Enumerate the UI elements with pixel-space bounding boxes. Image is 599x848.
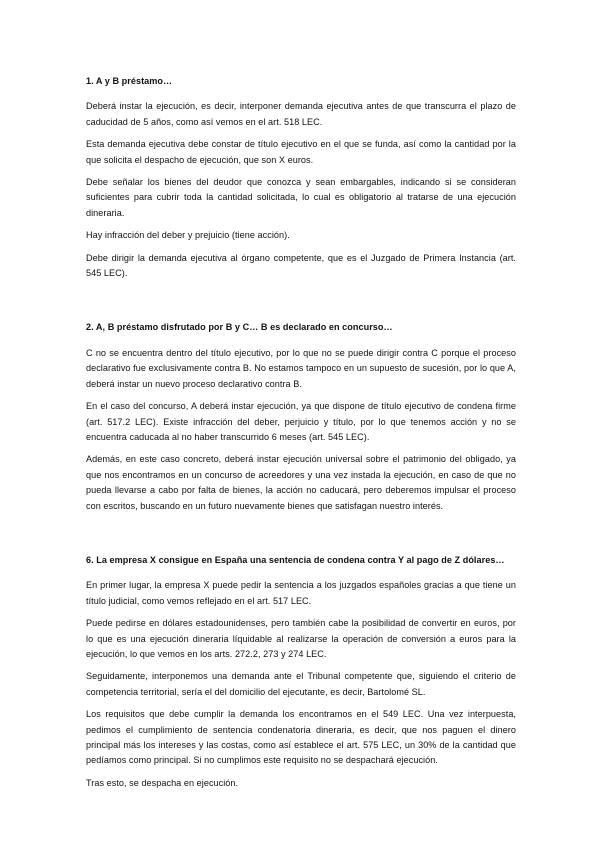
paragraph: En el caso del concurso, A deberá instar ejecución, ya que dispone de título ejecutivo de condena firme (art. 517.2 LEC). Existe infracción del deber, perjuicio y título, por lo que tenemos acción y no se encuentra caducada al no haber transcurrido 6 meses (art. 545 LEC). (86, 401, 516, 442)
paragraph: En primer lugar, la empresa X puede pedir la sentencia a los juzgados españoles gracias a que tiene un título judicial, como vemos reflejado en el art. 517 LEC. (86, 580, 516, 606)
paragraph: Hay infracción del deber y prejuicio (tiene acción). (86, 230, 290, 241)
paragraph: Debe señalar los bienes del deudor que conozca y sean embargables, indicando si se consideran suficientes para cubrir toda la cantidad solicitada, lo cual es obligatorio al tratarse de una ejecución dineraria. (86, 177, 516, 218)
paragraph: Esta demanda ejecutiva debe constar de título ejecutivo en el que se funda, así como la cantidad por la que solicita el despacho de ejecución, que son X euros. (86, 139, 516, 165)
paragraph: Deberá instar la ejecución, es decir, interponer demanda ejecutiva antes de que transcurra el plazo de caducidad de 5 años, como así vemos en el art. 518 LEC. (86, 101, 516, 127)
paragraph: Puede pedirse en dólares estadounidenses, pero también cabe la posibilidad de convertir en euros, por lo que es una ejecución dineraria líquidable al realizarse la operación de conversión a euros para la ejecución, lo que vemos en los arts. 272.2, 273 y 274 LEC. (86, 618, 516, 659)
section-6 (86, 553, 516, 791)
paragraph: Debe dirigir la demanda ejecutiva al órgano competente, que es el Juzgado de Primera Instancia (art. 545 LEC). (86, 252, 516, 279)
section-spacer (86, 521, 516, 541)
section-spacer (86, 288, 516, 308)
section-heading: 2. A, B préstamo disfrutado por B y C… B es declarado en concurso… (86, 322, 393, 333)
section-heading: 6. La empresa X consigue en España una sentencia de condena contra Y al pago de Z dólares… (86, 554, 505, 565)
section-2 (86, 320, 516, 513)
paragraph: Tras esto, se despacha en ejecución. (86, 777, 239, 788)
paragraph: Los requisitos que debe cumplir la demanda los encontramos en el 549 LEC. Una vez interpuesta, pedimos el cumplimiento de sentencia condenatoria dineraria, es decir, que nos paguen el dinero principal más los intereses y las costas, como así establece el art. 575 LEC, un 30% de la cantidad que pedíamos como principal. Si no cumplimos este requisito no se despachará ejecución. (86, 709, 516, 766)
paragraph: Además, en este caso concreto, deberá instar ejecución universal sobre el patrimonio del obligado, ya que nos encontramos en un concurso de acreedores y una vez instada la ejecución, en caso de que no pueda llevarse a cabo por falta de bienes, la acción no caducará, pero deberemos impulsar el proceso con escritos, buscando en un futuro nuevamente bienes que satisfagan nuestro interés. (86, 454, 516, 511)
document-page (86, 62, 516, 798)
paragraph: Seguidamente, interponemos una demanda ante el Tribunal competente que, siguiendo el criterio de competencia territorial, sería el del domicilio del ejecutante, es decir, Bartolomé SL. (86, 671, 516, 697)
section-heading: 1. A y B préstamo… (86, 76, 173, 86)
section-1 (86, 74, 516, 281)
paragraph: C no se encuentra dentro del título ejecutivo, por lo que no se puede dirigir contra C porque el proceso declarativo fue exclusivamente contra B. No estamos tampoco en un supuesto de sucesión, por lo que A, deberá instar un nuevo proceso declarativo contra B. (86, 347, 516, 389)
